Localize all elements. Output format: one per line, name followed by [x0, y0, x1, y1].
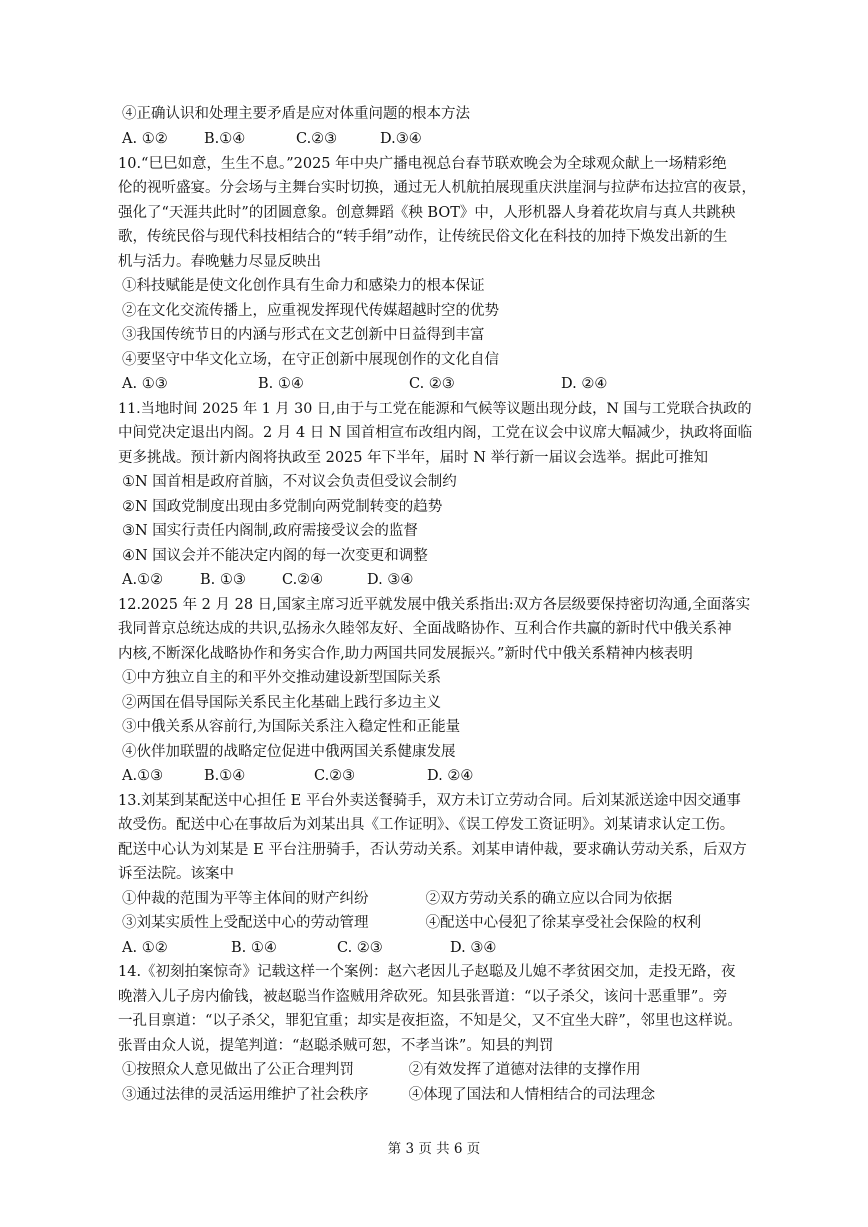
- option-d: D. ③④: [367, 572, 414, 588]
- option-a: A. ①③: [122, 376, 168, 392]
- q13-statement-1: ①仲裁的范围为平等主体间的财产纠纷: [122, 891, 369, 907]
- q9-options: [122, 129, 762, 151]
- q10-options: [122, 374, 762, 396]
- q11-statement-3: ③N 国实行责任内阁制,政府需接受议会的监督: [122, 523, 418, 539]
- q14-statements-row: [122, 1085, 762, 1107]
- q12-statement-2: ②两国在倡导国际关系民主化基础上践行多边主义: [122, 695, 441, 711]
- option-d: D.③④: [380, 131, 422, 147]
- q14-statement-1: ①按照众人意见做出了公正合理判罚: [122, 1062, 354, 1078]
- q10-stem-line: 歌，传统民俗与现代科技相结合的“转手绢”动作，让传统民俗文化在科技的加持下焕发出新的生: [118, 229, 728, 245]
- q10-stem-line: 强化了“天涯共此时”的团圆意象。创意舞蹈《秧 BOT》中，人形机器人身着花坎肩与真人共跳秧: [118, 205, 736, 221]
- option-c: C. ②③: [409, 376, 455, 392]
- q14-stem-line: 14.《初刻拍案惊奇》记载这样一个案例：赵六老因儿子赵聪及儿媳不孝贫困交加，走投无路，夜: [118, 964, 736, 980]
- q10-stem-line: 机与活力。春晚魅力尽显反映出: [118, 254, 321, 270]
- q10-statement-3: ③我国传统节日的内涵与形式在文艺创新中日益得到丰富: [122, 327, 485, 343]
- q13-statements-row: [122, 913, 762, 935]
- q14-statement-4: ④体现了国法和人情相结合的司法理念: [408, 1087, 656, 1103]
- q12-statement-4: ④伙伴加联盟的战略定位促进中俄两国关系健康发展: [122, 744, 456, 760]
- q14-statement-2: ②有效发挥了道德对法律的支撑作用: [408, 1062, 641, 1078]
- q13-statement-3: ③刘某实质性上受配送中心的劳动管理: [122, 915, 369, 931]
- q14-stem-line: 一孔目禀道：“以子杀父，罪犯宜重；却实是夜拒盗，不知是父，又不宜坐大辟”，邻里也这样说。: [118, 1013, 742, 1029]
- q12-stem-line: 12.2025 年 2 月 28 日,国家主席习近平就发展中俄关系指出:双方各层级要保持密切沟通,全面落实: [118, 597, 751, 613]
- option-b: B. ①④: [258, 376, 304, 392]
- q14-stem-line: 晚潜入儿子房内偷钱，被赵聪当作盗贼用斧砍死。知县张晋道：“以子杀父，该问十恶重罪”。旁: [118, 989, 728, 1005]
- q13-stem-line: 13.刘某到某配送中心担任 E 平台外卖送餐骑手，双方未订立劳动合同。后刘某派送途中因交通事: [118, 793, 741, 809]
- q14-stem-line: 张晋由众人说，提笔判道：“赵聪杀贼可恕，不孝当诛”。知县的判罚: [118, 1038, 554, 1054]
- q11-stem-line: 中间党决定退出内阁。2 月 4 日 N 国首相宣布改组内阁，工党在议会中议席大幅减少，执政将面临: [118, 425, 753, 441]
- q12-stem-line: 我同普京总统达成的共识,弘扬永久睦邻友好、全面战略协作、互利合作共赢的新时代中俄关系神: [118, 621, 732, 637]
- option-c: C. ②③: [337, 940, 383, 956]
- q14-statements-row: [122, 1060, 762, 1082]
- q11-stem-line: 11.当地时间 2025 年 1 月 30 日,由于与工党在能源和气候等议题出现分歧，N 国与工党联合执政的: [118, 401, 752, 417]
- q13-stem-line: 诉至法院。该案中: [118, 866, 234, 882]
- q12-statement-3: ③中俄关系从容前行,为国际关系注入稳定性和正能量: [122, 719, 461, 735]
- q11-statement-4: ④N 国议会并不能决定内阁的每一次变更和调整: [122, 548, 428, 564]
- option-c: C.②④: [282, 572, 324, 588]
- q12-statement-1: ①中方独立自主的和平外交推动建设新型国际关系: [122, 670, 441, 686]
- option-a: A.①③: [122, 768, 164, 784]
- option-c: C.②③: [296, 131, 338, 147]
- q12-options: [122, 766, 762, 788]
- option-a: A. ①②: [122, 131, 168, 147]
- q10-statement-2: ②在文化交流传播上，应重视发挥现代传媒超越时空的优势: [122, 303, 499, 319]
- q13-statement-4: ④配送中心侵犯了徐某享受社会保险的权利: [425, 915, 702, 931]
- option-d: D. ③④: [450, 940, 497, 956]
- q12-stem-line: 内核,不断深化战略协作和务实合作,助力两国共同发展振兴。”新时代中俄关系精神内核表明: [118, 646, 693, 662]
- q14-statement-3: ③通过法律的灵活运用维护了社会秩序: [122, 1087, 369, 1103]
- q11-statement-1: ①N 国首相是政府首脑，不对议会负责但受议会制约: [122, 474, 457, 490]
- q13-statement-2: ②双方劳动关系的确立应以合同为依据: [425, 891, 673, 907]
- q13-options: [122, 938, 762, 960]
- option-d: D. ②④: [427, 768, 474, 784]
- option-b: B. ①③: [200, 572, 246, 588]
- q9-statement-4: ④正确认识和处理主要矛盾是应对体重问题的根本方法: [122, 106, 470, 122]
- option-b: B. ①④: [231, 940, 277, 956]
- q11-statement-2: ②N 国政党制度出现由多党制向两党制转变的趋势: [122, 499, 443, 515]
- q11-stem-line: 更多挑战。预计新内阁将执政至 2025 年下半年，届时 N 举行新一届议会选举。据此可推知: [118, 450, 709, 466]
- q10-stem-line: 伦的视听盛宴。分会场与主舞台实时切换，通过无人机航拍展现重庆洪崖洞与拉萨布达拉宫的夜景，: [118, 180, 756, 196]
- page-number: 第 3 页 共 6 页: [387, 1141, 481, 1157]
- option-b: B.①④: [204, 768, 246, 784]
- option-b: B.①④: [204, 131, 246, 147]
- option-a: A.①②: [122, 572, 164, 588]
- q10-stem-line: 10.“巳巳如意，生生不息。”2025 年中央广播电视总台春节联欢晚会为全球观众献上一场精彩绝: [118, 156, 727, 172]
- q10-statement-1: ①科技赋能是使文化创作具有生命力和感染力的根本保证: [122, 278, 485, 294]
- q10-statement-4: ④要坚守中华文化立场，在守正创新中展现创作的文化自信: [122, 352, 499, 368]
- q13-statements-row: [122, 889, 762, 911]
- q13-stem-line: 故受伤。配送中心在事故后为刘某出具《工作证明》、《误工停发工资证明》。刘某请求认定工伤。: [118, 817, 735, 833]
- option-c: C.②③: [314, 768, 356, 784]
- q13-stem-line: 配送中心认为刘某是 E 平台注册骑手，否认劳动关系。刘某申请仲裁，要求确认劳动关系，后双方: [118, 842, 747, 858]
- option-d: D. ②④: [561, 376, 608, 392]
- option-a: A. ①②: [122, 940, 168, 956]
- q11-options: [122, 570, 762, 592]
